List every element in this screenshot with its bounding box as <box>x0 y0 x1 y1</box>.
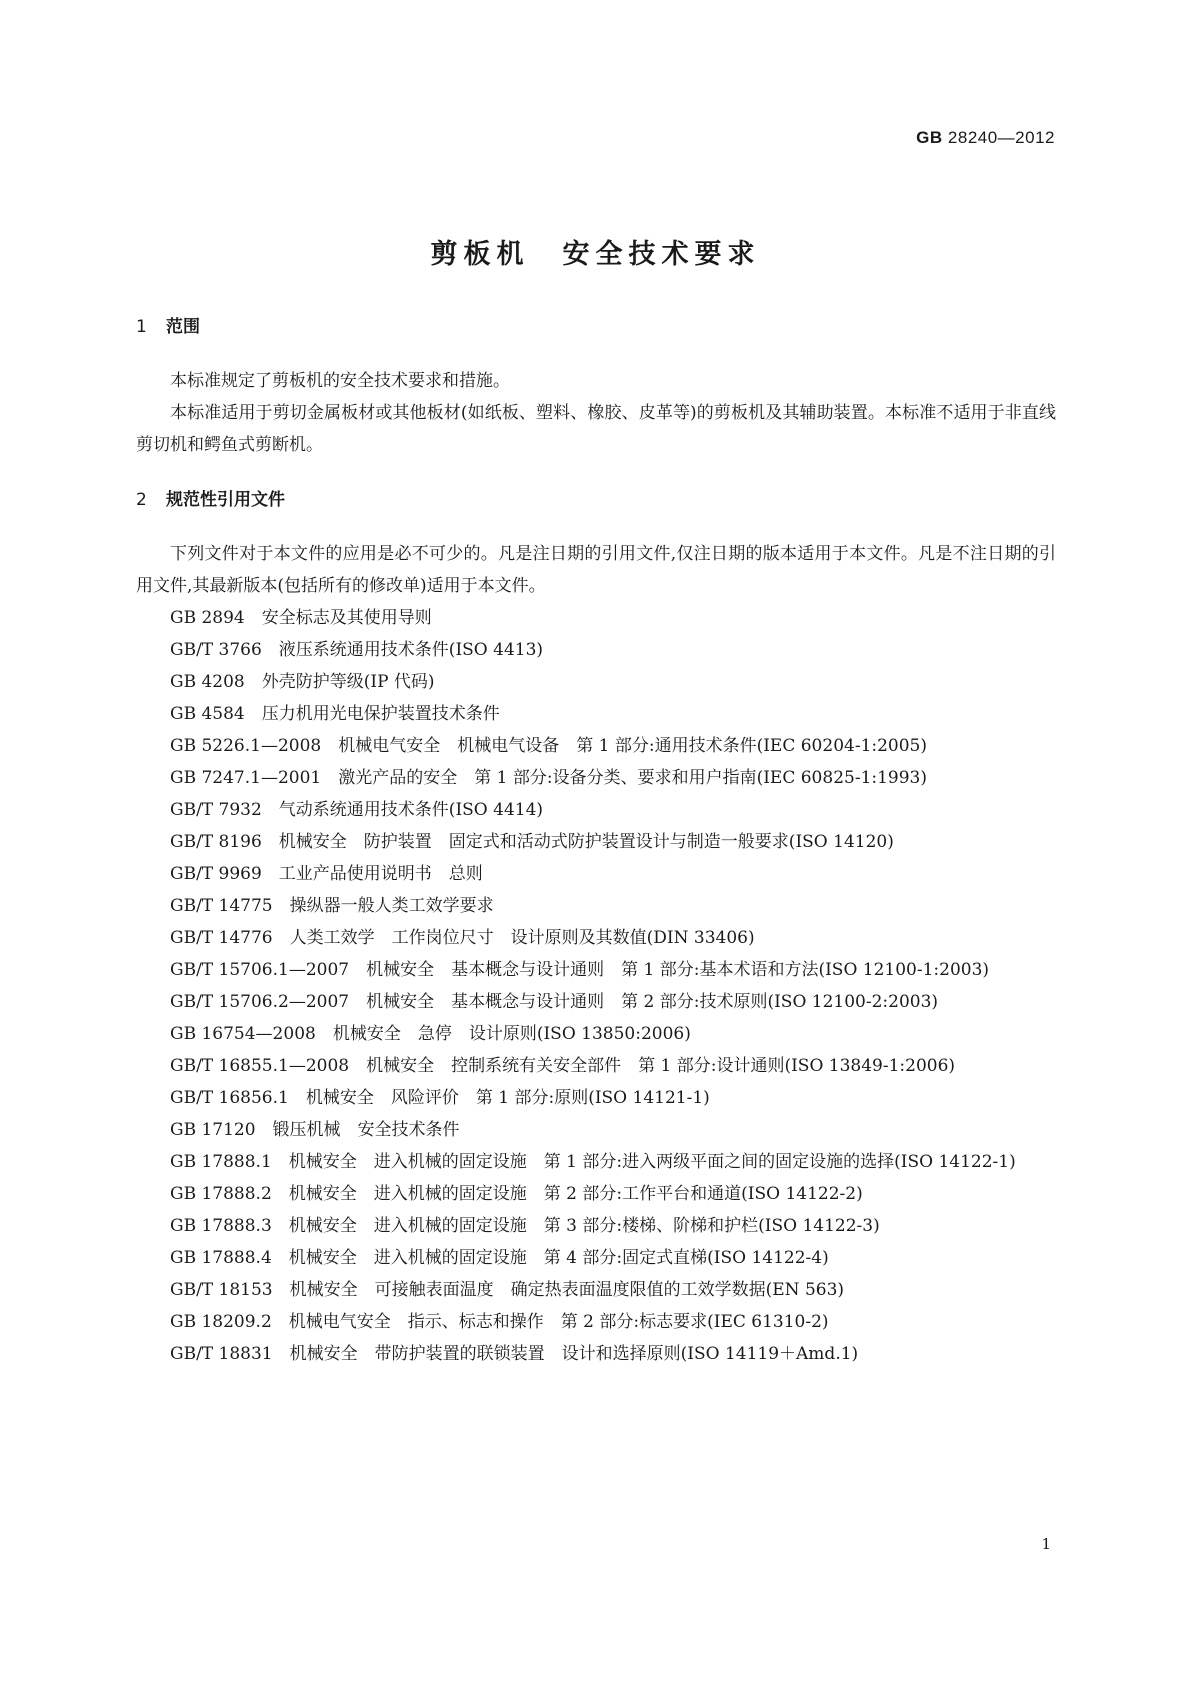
reference-item: GB 7247.1—2001 激光产品的安全 第 1 部分:设备分类、要求和用户指南(IEC 60825-1:1993) <box>170 768 928 788</box>
section-1-body <box>136 365 1056 461</box>
section-1-heading <box>136 312 200 337</box>
reference-item: GB/T 16856.1 机械安全 风险评价 第 1 部分:原则(ISO 14121-1) <box>170 1088 710 1108</box>
reference-item: GB/T 18831 机械安全 带防护装置的联锁装置 设计和选择原则(ISO 14119＋Amd.1) <box>170 1344 859 1364</box>
document-title: 剪板机 安全技术要求 <box>430 239 761 270</box>
page-number: 1 <box>1041 1535 1051 1553</box>
reference-item: GB/T 14775 操纵器一般人类工效学要求 <box>170 896 494 916</box>
standard-code-prefix: GB <box>916 128 943 147</box>
reference-item: GB 18209.2 机械电气安全 指示、标志和操作 第 2 部分:标志要求(IEC 61310-2) <box>170 1312 829 1332</box>
reference-item: GB/T 9969 工业产品使用说明书 总则 <box>170 864 483 884</box>
reference-item: GB 17888.1 机械安全 进入机械的固定设施 第 1 部分:进入两级平面之间的固定设施的选择(ISO 14122-1) <box>170 1152 1016 1172</box>
reference-item: GB/T 3766 液压系统通用技术条件(ISO 4413) <box>170 640 544 660</box>
standard-code-number: 28240—2012 <box>947 128 1055 147</box>
reference-item: GB 17888.4 机械安全 进入机械的固定设施 第 4 部分:固定式直梯(ISO 14122-4) <box>170 1248 829 1268</box>
section-2-title: 规范性引用文件 <box>166 490 285 510</box>
reference-item: GB 17120 锻压机械 安全技术条件 <box>170 1120 460 1140</box>
scope-paragraph-1: 本标准规定了剪板机的安全技术要求和措施。 <box>170 371 510 391</box>
references-intro: 下列文件对于本文件的应用是必不可少的。凡是注日期的引用文件,仅注日期的版本适用于本文件。凡是不注日期的引用文件,其最新版本(包括所有的修改单)适用于本文件。 <box>136 544 1056 596</box>
reference-item: GB/T 18153 机械安全 可接触表面温度 确定热表面温度限值的工效学数据(EN 563) <box>170 1280 845 1300</box>
reference-list <box>136 602 1056 1370</box>
reference-item: GB 17888.3 机械安全 进入机械的固定设施 第 3 部分:楼梯、阶梯和护栏(ISO 14122-3) <box>170 1216 880 1236</box>
reference-item: GB 16754—2008 机械安全 急停 设计原则(ISO 13850:2006) <box>170 1024 691 1044</box>
section-1-number: 1 <box>136 317 147 337</box>
reference-item: GB 2894 安全标志及其使用导则 <box>170 608 432 628</box>
standard-code <box>916 128 1055 148</box>
reference-item: GB/T 16855.1—2008 机械安全 控制系统有关安全部件 第 1 部分:设计通则(ISO 13849-1:2006) <box>170 1056 956 1076</box>
reference-item: GB 4584 压力机用光电保护装置技术条件 <box>170 704 500 724</box>
section-2-heading <box>136 485 285 510</box>
section-2-number: 2 <box>136 490 147 510</box>
reference-item: GB/T 8196 机械安全 防护装置 固定式和活动式防护装置设计与制造一般要求(ISO 14120) <box>170 832 894 852</box>
reference-item: GB/T 7932 气动系统通用技术条件(ISO 4414) <box>170 800 544 820</box>
reference-item: GB 17888.2 机械安全 进入机械的固定设施 第 2 部分:工作平台和通道(ISO 14122-2) <box>170 1184 863 1204</box>
section-2-body <box>136 538 1056 1370</box>
reference-item: GB/T 14776 人类工效学 工作岗位尺寸 设计原则及其数值(DIN 33406) <box>170 928 755 948</box>
reference-item: GB 4208 外壳防护等级(IP 代码) <box>170 672 435 692</box>
section-1-title: 范围 <box>166 317 200 337</box>
scope-paragraph-2: 本标准适用于剪切金属板材或其他板材(如纸板、塑料、橡胶、皮革等)的剪板机及其辅助装置。本标准不适用于非直线剪切机和鳄鱼式剪断机。 <box>136 403 1056 455</box>
reference-item: GB 5226.1—2008 机械电气安全 机械电气设备 第 1 部分:通用技术条件(IEC 60204-1:2005) <box>170 736 928 756</box>
reference-item: GB/T 15706.1—2007 机械安全 基本概念与设计通则 第 1 部分:基本术语和方法(ISO 12100-1:2003) <box>170 960 990 980</box>
reference-item: GB/T 15706.2—2007 机械安全 基本概念与设计通则 第 2 部分:技术原则(ISO 12100-2:2003) <box>170 992 939 1012</box>
